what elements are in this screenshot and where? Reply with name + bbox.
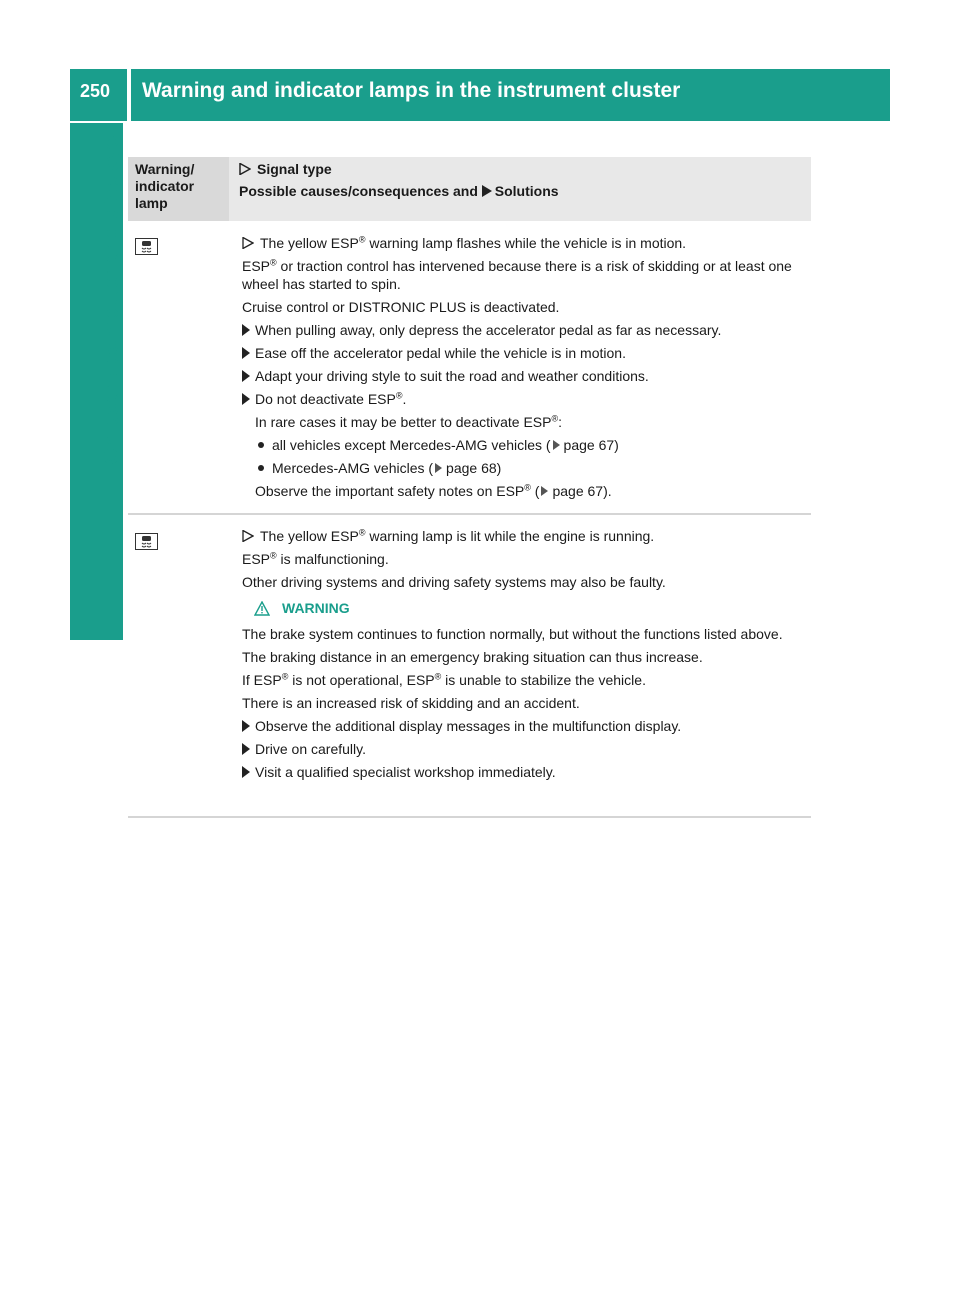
page-header: [70, 69, 890, 121]
solutions-label: Solutions: [494, 183, 559, 199]
esp-skid-icon: [135, 238, 158, 255]
solutions-arrow-icon: [482, 185, 492, 197]
page-ref-icon: [541, 486, 548, 496]
step-arrow-icon: [242, 766, 250, 778]
list-item: all vehicles except Mercedes-AMG vehicles ( page 67): [242, 436, 811, 454]
solution-step: When pulling away, only depress the accelerator pedal as far as necessary.: [242, 321, 811, 339]
page-title: Warning and indicator lamps in the instrument cluster: [142, 79, 681, 102]
section-label: On-board computer and displays: [100, 135, 123, 465]
solution-step: Do not deactivate ESP®.: [242, 390, 811, 408]
solution-step: Adapt your driving style to suit the road and weather conditions.: [242, 367, 811, 385]
solution-step: Observe the additional display messages in the multifunction display.: [242, 717, 811, 735]
cause-text: ESP® or traction control has intervened because there is a risk of skidding or at least one wheel has started to spin.: [242, 257, 792, 292]
step-arrow-icon: [242, 393, 250, 405]
solution-step: Ease off the accelerator pedal while the vehicle is in motion.: [242, 344, 811, 362]
page-number: 250: [80, 81, 111, 101]
warning-heading: WARNING: [242, 599, 811, 617]
warning-triangle-icon: [254, 601, 270, 616]
causes-label: Possible causes/consequences and: [239, 183, 478, 199]
consequence-text: Other driving systems and driving safety systems may also be faulty.: [242, 574, 666, 590]
page-ref-icon: [553, 440, 560, 450]
page-link[interactable]: page 67): [563, 437, 619, 453]
solution-step: Drive on carefully.: [242, 740, 811, 758]
signal-type-icon: [242, 235, 254, 247]
step-arrow-icon: [242, 720, 250, 732]
esp-skid-icon: [135, 533, 158, 550]
page-link[interactable]: page 68): [446, 460, 502, 476]
note-text: In rare cases it may be better to deactivate ESP®:: [255, 413, 563, 430]
note-text: Observe the important safety notes on ESP® ( page 67).: [255, 482, 612, 499]
step-arrow-icon: [242, 370, 250, 382]
header-divider: [127, 69, 131, 121]
consequence-text: Cruise control or DISTRONIC PLUS is deactivated.: [242, 299, 560, 315]
signal-type-label: Signal type: [257, 161, 332, 177]
table-row: [128, 221, 811, 515]
signal-description: The yellow ESP® warning lamp flashes while the vehicle is in motion.: [242, 234, 811, 252]
bullet-icon: [258, 442, 264, 448]
warning-text: The brake system continues to function normally, but without the functions listed above.: [242, 626, 783, 642]
bullet-icon: [258, 465, 264, 471]
step-arrow-icon: [242, 347, 250, 359]
solution-step: Visit a qualified specialist workshop immediately.: [242, 763, 811, 781]
warning-lamp-table: [128, 157, 811, 818]
warning-text: The braking distance in an emergency braking situation can thus increase.: [242, 649, 703, 665]
list-item: Mercedes-AMG vehicles ( page 68): [242, 459, 811, 477]
signal-type-icon: [239, 162, 251, 174]
cause-text: ESP® is malfunctioning.: [242, 550, 389, 567]
table-row: [128, 515, 811, 818]
warning-text: There is an increased risk of skidding and an accident.: [242, 695, 580, 711]
page-link[interactable]: page 67).: [552, 483, 612, 499]
signal-column-header: [229, 157, 811, 221]
step-arrow-icon: [242, 324, 250, 336]
lamp-column-header: Warning/ indicator lamp: [128, 157, 229, 221]
signal-description: The yellow ESP® warning lamp is lit while the engine is running.: [242, 527, 811, 545]
signal-type-icon: [242, 528, 254, 540]
warning-text: If ESP® is not operational, ESP® is unable to stabilize the vehicle.: [242, 671, 646, 688]
table-header: [128, 157, 811, 221]
step-arrow-icon: [242, 743, 250, 755]
page-ref-icon: [435, 463, 442, 473]
